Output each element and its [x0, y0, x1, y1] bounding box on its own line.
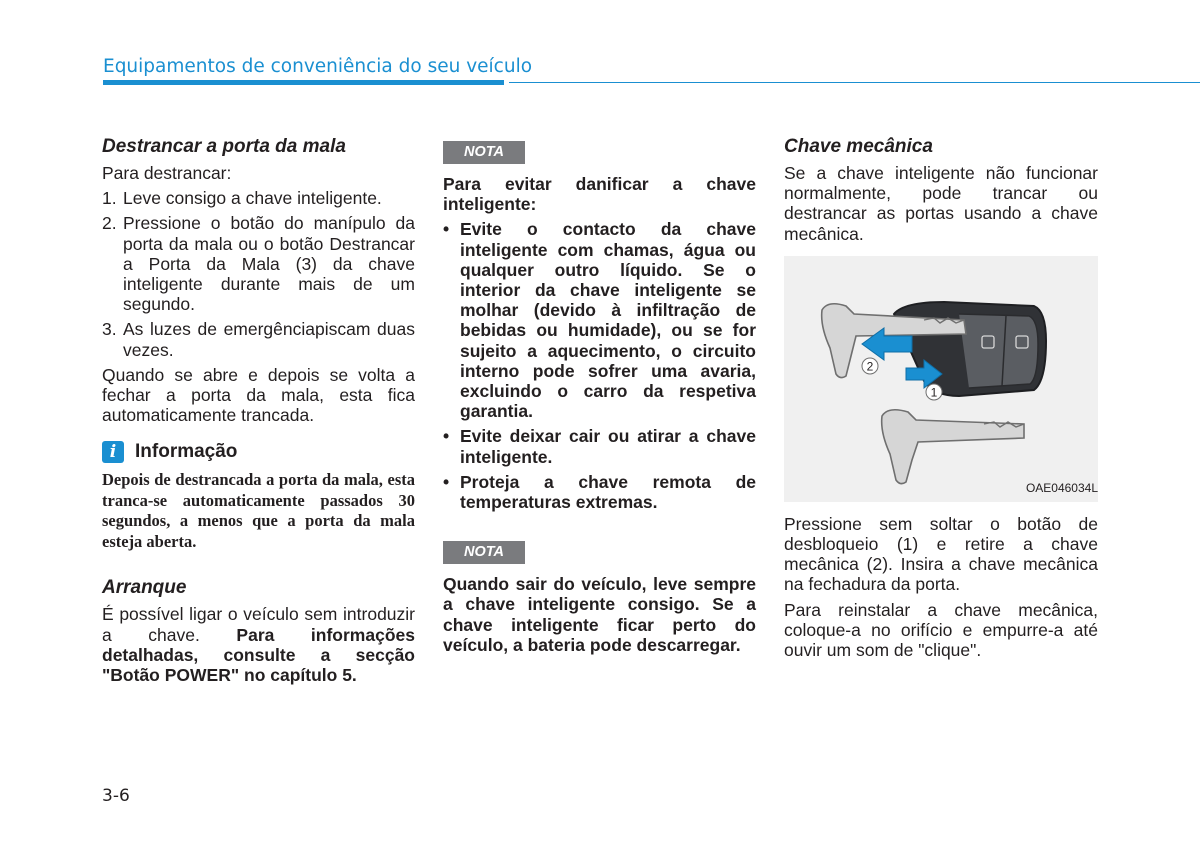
header-rule-thick	[103, 80, 504, 85]
figure-code: OAE046034L	[1025, 480, 1098, 495]
callout-label-2: 2	[866, 359, 874, 374]
info-body: Depois de destrancada a porta da mala, esta tranca-se automaticamente passados 30 segundos, a menos que a porta da mala esteja aberta.	[102, 470, 415, 551]
nota1-intro: Para evitar danificar a chave inteligente:	[443, 174, 756, 215]
nota-badge: NOTA	[443, 541, 525, 564]
page-header-title: Equipamentos de conveniência do seu veículo	[103, 56, 533, 77]
mechanical-key-step1: Pressione sem soltar o botão de desbloqueio (1) e retire a chave mecânica (2). Insira a chave mecânica na fechadura da porta.	[784, 513, 1098, 595]
auto-lock-paragraph: Quando se abre e depois se volta a fechar a porta da mala, esta fica automaticamente trancada.	[102, 364, 415, 426]
unlock-steps	[102, 188, 415, 360]
column-left	[102, 136, 415, 690]
smart-key-illustration	[784, 256, 1098, 502]
section-heading-mechanical-key: Chave mecânica	[784, 136, 933, 157]
bullet-item: • Evite deixar cair ou atirar a chave inteligente.	[443, 426, 756, 467]
bullet-item: • Evite o contacto da chave inteligente com chamas, água ou qualquer outro líquido. Se o interior da chave inteligente se molhar (devido à infiltração de bebidas ou humidade), ou se for sujeito a aquecimento, o circuito interno pode sofrer uma avaria, excluindo o carro da respetiva garantia.	[443, 219, 756, 422]
unlock-intro: Para destrancar:	[102, 163, 232, 183]
mechanical-key-intro: Se a chave inteligente não funcionar normalmente, pode trancar ou destrancar as portas usando a chave mecânica.	[784, 163, 1098, 244]
mechanical-key-figure	[784, 256, 1098, 502]
mechanical-key-lower	[882, 410, 1024, 484]
start-paragraph: É possível ligar o veículo sem introduzir a chave. Para informações detalhadas, consulte a secção "Botão POWER" no capítulo 5.	[102, 604, 415, 686]
step-item: 1. Leve consigo a chave inteligente.	[102, 188, 382, 209]
bullet-item: • Proteja a chave remota de temperaturas extremas.	[443, 471, 756, 513]
section-heading-start: Arranque	[102, 577, 187, 599]
section-heading-unlock-tailgate: Destrancar a porta da mala	[102, 136, 346, 157]
nota-badge: NOTA	[443, 141, 525, 164]
mechanical-key-step2: Para reinstalar a chave mecânica, coloque-a no orifício e empurre-a até ouvir um som de "clique".	[784, 599, 1098, 661]
info-icon: i	[102, 441, 124, 463]
header-rule-thin	[509, 82, 1200, 83]
key-fob-buttons	[959, 314, 1038, 388]
info-heading	[102, 441, 415, 463]
nota2-text: Quando sair do veículo, leve sempre a chave inteligente consigo. Se a chave inteligente ficar perto do veículo, a bateria pode descarregar.	[443, 574, 756, 655]
column-middle	[443, 140, 756, 660]
page-number: 3-6	[102, 786, 130, 806]
column-right	[784, 136, 1098, 665]
info-title: Informação	[135, 441, 238, 463]
callout-label-1: 1	[930, 385, 938, 400]
step-item: 3. As luzes de emergênciapiscam duas vezes.	[102, 319, 415, 360]
step-item: 2. Pressione o botão do manípulo da porta da mala ou o botão Destrancar a Porta da Mala (3) da chave inteligente durante mais de um segundo.	[102, 213, 415, 315]
nota1-bullets	[443, 219, 756, 512]
